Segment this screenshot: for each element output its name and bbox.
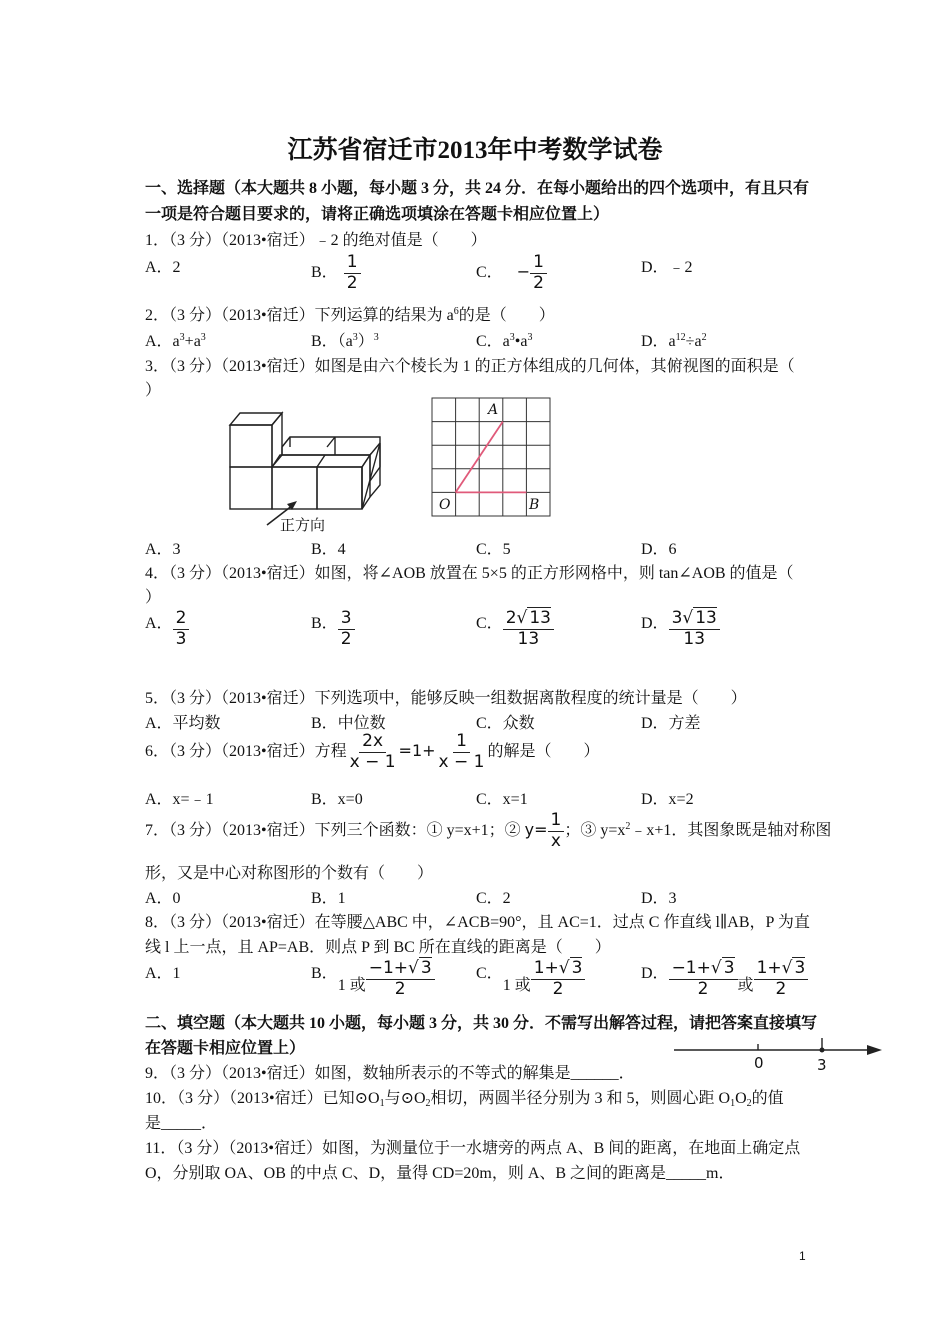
q4-stem-line1: 4．（3 分）（2013•宿迁）如图，将∠AOB 放置在 5×5 的正方形网格中，则 tan∠AOB 的值是（	[145, 565, 794, 582]
arrow-right-icon	[867, 1045, 882, 1055]
label-a: A	[488, 402, 499, 418]
q6-fraction-1: $\frac{2x}{x - 1}$	[349, 731, 396, 772]
q3-stem-line2: ）	[145, 382, 162, 399]
tick-0: 0	[754, 1054, 764, 1072]
q5-option-b: B．中位数	[311, 715, 386, 732]
q2-option-b: B．$(a^3)^3$	[311, 332, 379, 350]
q7-option-a: A．0	[145, 890, 181, 907]
section2-heading-line1: 二、填空题（本大题共 10 小题，每小题 3 分，共 30 分．不需写出解答过程，请把答案直接填写	[145, 1015, 818, 1032]
q6-option-c: C．x=1	[476, 791, 528, 808]
tick-3: 3	[817, 1056, 827, 1074]
q9-stem: 9．（3 分）（2013•宿迁）如图，数轴所表示的不等式的解集是______．	[145, 1065, 635, 1082]
q2-option-c: C．$a^3•a^3$	[476, 332, 533, 350]
q7-option-c: C．2	[476, 890, 511, 907]
section1-heading-line2: 一项是符合题目要求的，请将正确选项填涂在答题卡相应位置上）	[145, 206, 610, 223]
q1-stem: 1．（3 分）（2013•宿迁）﹣2 的绝对值是（ ）	[145, 232, 487, 249]
q3-option-c: C．5	[476, 541, 511, 558]
q11-stem-line1: 11．（3 分）（2013•宿迁）如图，为测量位于一水塘旁的两点 A、B 间的距离，在地面上确定点	[145, 1140, 801, 1157]
q5-option-d: D．方差	[641, 715, 701, 732]
q6-stem: 6．（3 分）（2013•宿迁）方程 $\frac{2x}{x - 1}$ =1+ $\frac{1}{x - 1}$ 的解是（ ）	[145, 731, 600, 772]
q6-fraction-2: $\frac{1}{x - 1}$	[438, 731, 485, 772]
q4-a-fraction: $\frac{2}{3}$	[173, 610, 190, 649]
q8-b-fraction: $\frac{-1+√ 3}{2}$	[366, 960, 435, 999]
q4-option-b: B． $\frac{3}{2}$	[311, 610, 355, 649]
q3-stem-line1: 3．（3 分）（2013•宿迁）如图是由六个棱长为 1 的正方体组成的几何体，其俯视图的面积是（	[145, 358, 795, 375]
q7-stem-line2: 形，又是中心对称图形的个数有（ ）	[145, 865, 434, 882]
q7-fraction: $\frac{1}{x}$	[548, 812, 565, 851]
q9-number-line	[672, 1036, 884, 1076]
q2-option-d: D．$a^{12}\div a^2$	[641, 332, 707, 350]
q2-stem: 2．（3 分）（2013•宿迁）下列运算的结果为 $a^6$的是（ ）	[145, 306, 555, 324]
q8-option-b: B．1 或 $\frac{-1+√ 3}{2}$	[311, 960, 435, 999]
q4-b-fraction: $\frac{3}{2}$	[338, 610, 355, 649]
q5-stem: 5．（3 分）（2013•宿迁）下列选项中，能够反映一组数据离散程度的统计量是（ ）	[145, 690, 747, 707]
q2-option-a: A．$a^3+a^3$	[145, 332, 206, 350]
q8-c-fraction: $\frac{1+√ 3}{2}$	[531, 960, 586, 999]
q8-d-fraction-2: $\frac{1+√ 3}{2}$	[754, 960, 809, 999]
q8-stem-line1: 8．（3 分）（2013•宿迁）在等腰△ABC 中，∠ACB=90°，且 AC=1．过点 C 作直线 l∥AB，P 为直	[145, 914, 810, 931]
q10-stem-line2: 是_____．	[145, 1115, 218, 1132]
q1-option-a: A．2	[145, 259, 181, 276]
q8-d-fraction-1: $\frac{-1+√ 3}{2}$	[669, 960, 738, 999]
q1-b-fraction: $\frac{1}{2}$	[344, 254, 361, 293]
q1-option-d: D．﹣2	[641, 259, 693, 276]
q1-option-c: C． − $\frac{1}{2}$	[476, 254, 547, 293]
q10-stem-line1: 10．（3 分）（2013•宿迁）已知$⊙O_1$与$⊙O_2$相切，两圆半径分别为 3 和 5，则圆心距 $O_1O_2$的值	[145, 1090, 784, 1109]
q1-c-fraction: $\frac{1}{2}$	[530, 254, 547, 293]
q8-option-d: D． $\frac{-1+√ 3}{2}$ 或 $\frac{1+√ 3}{2}$	[641, 960, 808, 999]
q3-direction-label: 正方向	[280, 516, 326, 534]
q5-option-a: A．平均数	[145, 715, 221, 732]
q6-option-a: A．x=﹣1	[145, 791, 214, 808]
label-o: O	[439, 497, 451, 513]
q4-d-fraction: $\frac{3√ 13}{13}$	[669, 610, 720, 649]
section1-heading-line1: 一、选择题（本大题共 8 小题，每小题 3 分，共 24 分．在每小题给出的四个选项中，有且只有	[145, 180, 810, 197]
q8-option-a: A．1	[145, 965, 181, 982]
q3-option-b: B．4	[311, 541, 346, 558]
q7-stem-line1: 7．（3 分）（2013•宿迁）下列三个函数：① y=x+1；② y= $\frac{1}{x}$ ；③ $y=x^2﹣x+1$．其图象既是轴对称图	[145, 810, 832, 851]
q3-option-a: A．3	[145, 541, 181, 558]
q11-stem-line2: O，分别取 OA、OB 的中点 C、D，量得 CD=20m，则 A、B 之间的距离是_____m．	[145, 1165, 735, 1182]
q1-option-b: B． $\frac{1}{2}$	[311, 254, 361, 293]
q6-option-d: D．x=2	[641, 791, 694, 808]
q5-option-c: C．众数	[476, 715, 535, 732]
page-number: 1	[799, 1249, 806, 1263]
q7-option-d: D．3	[641, 890, 677, 907]
q4-c-fraction: $\frac{2√ 13}{13}$	[503, 610, 554, 649]
page-title: 江苏省宿迁市2013年中考数学试卷	[287, 137, 663, 164]
q4-option-a: A． $\frac{2}{3}$	[145, 610, 189, 649]
q4-grid-figure	[430, 396, 552, 518]
q3-option-d: D．6	[641, 541, 677, 558]
q8-option-c: C．1 或 $\frac{1+√ 3}{2}$	[476, 960, 585, 999]
q4-stem-line2: ）	[145, 589, 162, 606]
label-b: B	[529, 497, 540, 513]
q4-option-d: D． $\frac{3√ 13}{13}$	[641, 610, 720, 649]
q4-option-c: C． $\frac{2√ 13}{13}$	[476, 610, 554, 649]
q7-option-b: B．1	[311, 890, 346, 907]
section2-heading-line2: 在答题卡相应位置上）	[145, 1040, 306, 1057]
q6-option-b: B．x=0	[311, 791, 363, 808]
q8-stem-line2: 线 l 上一点，且 AP=AB．则点 P 到 BC 所在直线的距离是（ ）	[145, 939, 611, 956]
